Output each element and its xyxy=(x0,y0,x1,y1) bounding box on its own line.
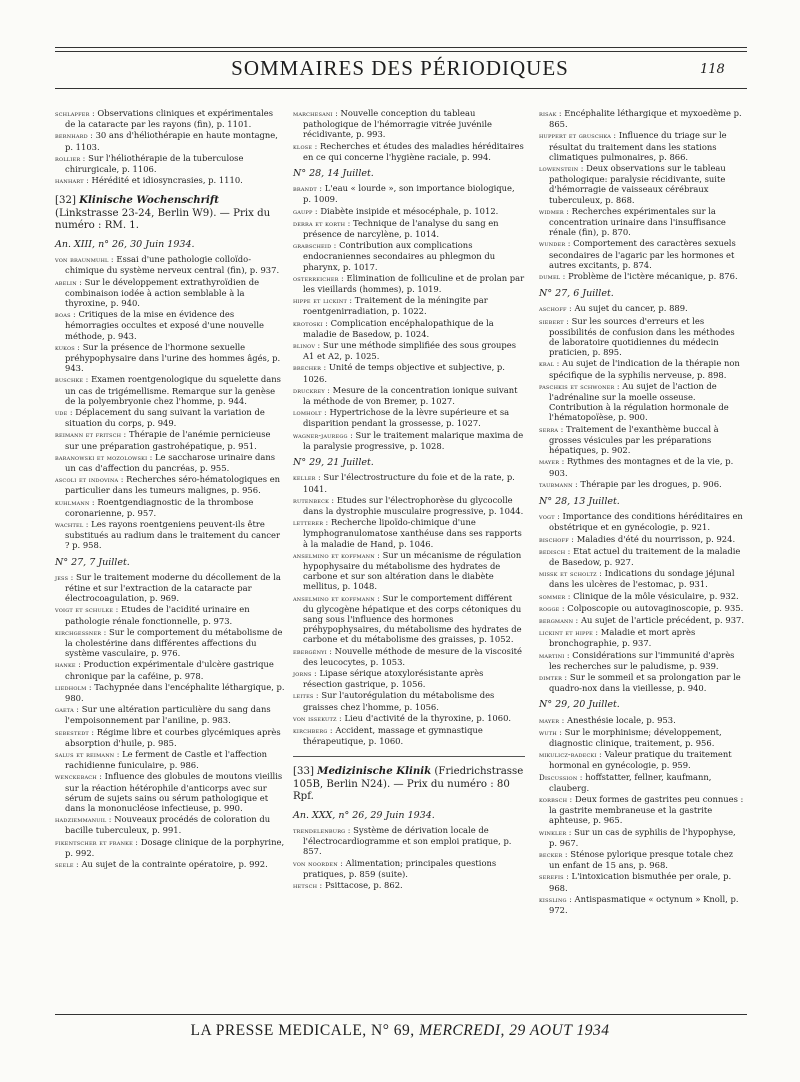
entry-author: von braunmuhl : xyxy=(55,255,114,265)
entry-author: gaupp : xyxy=(293,206,318,216)
entry-title: Indications du sondage jéjunal dans les ulcères de l'estomac, p. 931. xyxy=(549,568,735,590)
entry-author: fikentscher et franke : xyxy=(55,837,139,847)
article-entry xyxy=(293,108,525,140)
entry-author: hetsch : xyxy=(293,881,323,891)
entry-title: Etudes de l'acidité urinaire en pathologie rénale fonctionnelle, p. 973. xyxy=(65,604,250,626)
article-entry xyxy=(55,704,285,725)
entry-list xyxy=(55,254,285,550)
header-rule-top-2 xyxy=(55,51,747,52)
entry-title: L'intoxication bismuthée per orale, p. 968. xyxy=(549,871,732,893)
entry-author: buschke : xyxy=(55,375,89,385)
article-entry xyxy=(293,825,525,857)
entry-title: Sur le sommeil et sa prolongation par le quadro-nox dans la vieillesse, p. 940. xyxy=(549,671,741,694)
entry-author: derra et korth : xyxy=(293,218,351,228)
article-entry xyxy=(293,318,525,339)
entry-title: Lieu d'activité de la thyroxine, p. 1060. xyxy=(344,712,512,723)
entry-author: wunder : xyxy=(539,239,571,249)
entry-author: schlapfer : xyxy=(55,109,95,118)
entry-title: Nouveaux procédés de coloration du bacille tuberculeux, p. 991. xyxy=(65,814,271,836)
entry-author: abelin : xyxy=(55,277,82,287)
article-entry xyxy=(55,814,285,835)
article-entry xyxy=(55,837,285,858)
article-entry xyxy=(55,604,285,625)
entry-title: Rythmes des montagnes et de la vie, p. 903. xyxy=(549,456,734,478)
entry-title: Recherches et études des maladies héréditaires en ce qui concerne l'hygiène raciale, p. 994. xyxy=(303,140,524,162)
article-entry xyxy=(293,218,525,239)
entry-title: Thérapie de l'anémie pernicieuse sur une préparation gastrohépatique, p. 951. xyxy=(65,429,271,451)
article-entry xyxy=(293,646,525,667)
article-entry xyxy=(293,273,525,294)
entry-author: anselmino et koffmann : xyxy=(293,550,380,560)
article-entry xyxy=(539,772,745,793)
article-entry xyxy=(293,472,525,493)
entry-author: marchesani : xyxy=(293,109,338,118)
entry-author: winkler : xyxy=(539,827,572,837)
article-entry xyxy=(539,271,745,282)
entry-title: Recherches expérimentales sur la concentration urinaire dans l'insuffisance rénale (fin), p. 870. xyxy=(549,205,726,238)
entry-author: brecher : xyxy=(293,363,327,373)
entry-author: klose : xyxy=(293,141,318,151)
separator-rule xyxy=(293,756,525,757)
entry-title: Dosage clinique de la porphyrine, p. 992. xyxy=(65,836,285,858)
entry-author: huppert et gruschka : xyxy=(539,131,617,141)
article-entry xyxy=(293,430,525,451)
entry-author: vogt : xyxy=(539,512,560,522)
entry-author: mayer : xyxy=(539,457,565,467)
entry-author: kral : xyxy=(539,359,560,369)
entry-author: letterer : xyxy=(293,518,329,528)
entry-title: Hérédité et idiosyncrasies, p. 1110. xyxy=(91,175,243,186)
entry-title: Critiques de la mise en évidence des hémorragies occultes et exposé d'une nouvelle méthode, p. 943. xyxy=(65,309,264,341)
article-entry xyxy=(539,894,745,915)
entry-author: wenckebach : xyxy=(55,772,102,782)
article-entry xyxy=(55,519,285,551)
entry-title: Au sujet de l'action de l'adrénaline sur la moelle osseuse. Contribution à la régulation hormonale de l'hématopoïèse, p. 900. xyxy=(549,380,729,423)
header-rule-bottom xyxy=(55,88,747,89)
entry-author: kirchberg : xyxy=(293,725,333,735)
entry-author: druckrey : xyxy=(293,385,330,395)
entry-title: Déplacement du sang suivant la variation de situation du corps, p. 949. xyxy=(65,406,265,429)
entry-title: Comportement des caractères sexuels secondaires de l'agaric par les hormones et autres excitants, p. 874. xyxy=(549,238,736,270)
article-entry xyxy=(539,568,745,589)
entry-title: Traitement de l'exanthème buccal à grosses vésicules par les préparations hépatiques, p. 902. xyxy=(549,423,719,456)
article-entry xyxy=(293,550,525,592)
entry-title: Sur une méthode simplifiée des sous groupes A1 et A2, p. 1025. xyxy=(303,340,517,362)
entry-title: Sténose pylorique presque totale chez un enfant de 15 ans, p. 968. xyxy=(549,849,734,871)
article-entry xyxy=(55,130,285,151)
article-entry xyxy=(539,108,745,129)
entry-author: aschoff : xyxy=(539,304,572,314)
entry-title: Deux formes de gastrites peu connues : la gastrite membraneuse et la gastrite aphteuse, p. 965. xyxy=(549,793,744,826)
entry-title: Accident, massage et gymnastique thérapeutique, p. 1060. xyxy=(303,724,483,747)
issue-heading: An. XXX, n° 26, 29 Juin 1934. xyxy=(293,809,435,821)
article-entry xyxy=(55,108,285,129)
article-entry xyxy=(293,141,525,162)
article-entry xyxy=(539,615,745,626)
entry-list xyxy=(293,472,525,746)
article-entry xyxy=(539,424,745,456)
entry-author: jess : xyxy=(55,572,74,582)
article-entry xyxy=(539,358,745,379)
article-entry xyxy=(539,534,745,545)
entry-title: Deux observations sur le tableau pathologique: paralysie récidivante, suite d'hémorragie de vaisseaux cérébraux tuberculeux, p. 868. xyxy=(549,163,726,205)
entry-author: von noorden : xyxy=(293,858,343,868)
article-entry xyxy=(55,572,285,604)
entry-title: Anesthésie locale, p. 953. xyxy=(567,714,676,725)
article-entry xyxy=(539,672,745,693)
article-entry xyxy=(293,713,525,724)
entry-author: missk et scholtz : xyxy=(539,569,602,579)
entry-author: grabscheid : xyxy=(293,241,337,251)
entry-title: L'eau « lourde », son importance biologique, p. 1009. xyxy=(303,183,515,205)
entry-title: Valeur pratique du traitement hormonal en gynécologie, p. 959. xyxy=(549,749,732,771)
entry-author: hanke : xyxy=(55,660,81,670)
entry-title: Clinique de la môle vésiculaire, p. 932. xyxy=(573,590,739,601)
entry-title: Sur une altération particulière du sang dans l'empoisonnement par l'aniline, p. 983. xyxy=(65,704,271,726)
entry-author: hadziemmanuil : xyxy=(55,815,112,825)
entry-author: ude : xyxy=(55,407,73,417)
entry-title: Essai d'une pathologie colloïdo-chimique du système nerveux central (fin), p. 937. xyxy=(65,254,280,276)
entry-title: Sur les sources d'erreurs et les possibilités de confusion dans les méthodes de laboratoire quotidiennes du médecin praticien, p. 895. xyxy=(549,315,735,358)
entry-author: risak : xyxy=(539,109,562,118)
article-entry xyxy=(293,183,525,204)
entry-title: Sur l'autorégulation du métabolisme des graisses chez l'homme, p. 1056. xyxy=(303,690,495,712)
entry-title: Etudes sur l'électrophorèse du glycocolle dans la dystrophie musculaire progressive, p. 1044. xyxy=(303,494,524,516)
article-entry xyxy=(55,429,285,450)
entry-title: Etat actuel du traitement de la maladie de Basedow, p. 927. xyxy=(549,545,741,567)
entry-title: Sur le comportement différent du glycogène hépatique et des corps cétoniques du sang sous l'influence des hormones préhypophysaires, du métabolisme des hydrates de carbone et du métabolisme des graisses, p. 1052. xyxy=(303,592,522,645)
entry-title: Antispasmatique « octynum » Knoll, p. 972. xyxy=(549,893,739,916)
article-entry xyxy=(55,859,285,870)
article-entry xyxy=(293,240,525,272)
entry-author: leites : xyxy=(293,691,319,701)
entry-title: Sur le traitement moderne du décollement de la rétine et sur l'extraction de la cataracte par électrocoagulation, p. 969. xyxy=(65,571,281,604)
entry-title: Problème de l'ictère mécanique, p. 876. xyxy=(568,271,738,282)
article-entry xyxy=(539,627,745,648)
entry-title: Contribution aux complications endocraniennes secondaires au phlegmon du pharynx, p. 1017. xyxy=(303,240,496,272)
article-entry xyxy=(293,668,525,689)
entry-author: sommer : xyxy=(539,591,571,601)
entry-author: lomholt : xyxy=(293,408,327,418)
entry-title: Mesure de la concentration ionique suivant la méthode de von Bremer, p. 1027. xyxy=(303,384,518,407)
entry-title: Examen roentgenologique du squelette dans un cas de trigémellisme. Remarque sur la genèse de la polyembryonie chez l'homme, p. 944. xyxy=(65,374,281,406)
article-entry xyxy=(539,511,745,532)
article-entry xyxy=(539,479,745,490)
entry-title: Sur le comportement du métabolisme de la cholestérine dans différentes affections du système vasculaire, p. 976. xyxy=(65,626,283,659)
article-entry xyxy=(293,725,525,746)
entry-title: Importance des conditions héréditaires en obstétrique et en gynécologie, p. 921. xyxy=(549,511,743,533)
article-entry xyxy=(293,880,525,891)
entry-title: Tachypnée dans l'encéphalite léthargique, p. 980. xyxy=(65,681,285,704)
article-entry xyxy=(55,309,285,341)
entry-author: mikulicz-radecki : xyxy=(539,750,602,760)
article-entry xyxy=(293,690,525,711)
entry-title: Unité de temps objective et subjective, p. 1026. xyxy=(303,362,505,384)
entry-author: liedholm : xyxy=(55,682,92,692)
article-entry xyxy=(539,546,745,567)
entry-title: Recherches séro-hématologiques en particulier dans les tumeurs malignes, p. 956. xyxy=(65,474,281,496)
entry-author: jorns : xyxy=(293,668,317,678)
article-entry xyxy=(539,650,745,671)
entry-author: kuhlmann : xyxy=(55,497,95,507)
entry-title: Traitement de la méningite par roentgenirradiation, p. 1022. xyxy=(303,295,488,317)
entry-title: Psittacose, p. 862. xyxy=(324,880,403,891)
entry-author: wuth : xyxy=(539,727,562,737)
entry-author: dimter : xyxy=(539,672,568,682)
entry-author: blinov : xyxy=(293,341,321,351)
entry-title: Le ferment de Castle et l'affection rachidienne funiculaire, p. 986. xyxy=(65,749,268,771)
article-entry xyxy=(55,374,285,406)
entry-author: paschkis et schwoner : xyxy=(539,381,620,391)
header-rule-top xyxy=(55,47,747,48)
article-entry xyxy=(55,153,285,174)
entry-title: Au sujet de l'indication de la thérapie non spécifique de la syphilis nerveuse, p. 898. xyxy=(549,358,740,380)
entry-author: bedisch : xyxy=(539,546,571,556)
article-entry xyxy=(539,727,745,748)
entry-author: voigt et schulke : xyxy=(55,605,119,615)
entry-author: mayer : xyxy=(539,715,565,725)
entry-list xyxy=(539,715,745,916)
entry-title: Nouvelle conception du tableau pathologique de l'hémorragie vitrée juvénile récidivante, p. 993. xyxy=(303,108,492,140)
entry-author: keller : xyxy=(293,473,321,483)
entry-author: serra : xyxy=(539,424,564,434)
article-entry xyxy=(293,206,525,217)
issue-heading: N° 27, 7 Juillet. xyxy=(55,556,130,568)
entry-author: bischoff : xyxy=(539,534,575,544)
entry-title: Influence du triage sur le résultat du traitement dans les stations climatiques pulmonaires, p. 866. xyxy=(549,130,727,162)
entry-title: Régime libre et courbes glycémiques après absorption d'huile, p. 985. xyxy=(65,726,281,748)
article-entry xyxy=(293,362,525,383)
entry-title: Complication encéphalopathique de la maladie de Basedow, p. 1024. xyxy=(303,317,494,339)
article-entry xyxy=(55,277,285,309)
entry-title: Sur l'héliothérapie de la tuberculose chirurgicale, p. 1106. xyxy=(65,152,244,175)
entry-author: ascoli et indovina : xyxy=(55,475,124,485)
entry-author: bernhard : xyxy=(55,131,93,141)
article-entry xyxy=(293,495,525,516)
issue-heading: N° 28, 13 Juillet. xyxy=(539,495,620,507)
entry-list xyxy=(539,108,745,282)
entry-title: Thérapie par les drogues, p. 906. xyxy=(580,478,722,489)
entry-author: von issekutz : xyxy=(293,713,342,723)
entry-list xyxy=(55,108,285,186)
entry-author: Discussion : xyxy=(539,772,583,782)
issue-heading: An. XIII, n° 26, 30 Juin 1934. xyxy=(55,238,195,250)
entry-author: rollier : xyxy=(55,153,86,163)
entry-title: Sur le morphinisme; développement, diagnostic clinique, traitement, p. 956. xyxy=(549,726,722,748)
entry-list xyxy=(293,825,525,891)
entry-author: baranowski et mozolowski : xyxy=(55,452,153,462)
article-entry xyxy=(293,593,525,645)
page-title: SOMMAIRES DES PÉRIODIQUES xyxy=(231,56,569,80)
entry-author: bergmann : xyxy=(539,615,579,625)
article-entry xyxy=(293,340,525,361)
entry-author: hippe et lickint : xyxy=(293,296,353,306)
entry-title: Sur un cas de syphilis de l'hypophyse, p. 967. xyxy=(549,826,736,848)
entry-title: Technique de l'analyse du sang en présence de narcylène, p. 1014. xyxy=(303,217,499,240)
article-entry xyxy=(539,849,745,870)
article-entry xyxy=(539,591,745,602)
entry-author: sebestedt : xyxy=(55,727,95,737)
article-entry xyxy=(539,794,745,826)
entry-author: ebergényi : xyxy=(293,646,332,656)
article-entry xyxy=(539,238,745,270)
article-entry xyxy=(539,130,745,162)
entry-author: boas : xyxy=(55,310,76,320)
entry-author: kirchgessner : xyxy=(55,627,107,637)
entry-title: Au sujet du cancer, p. 889. xyxy=(574,303,688,314)
article-entry xyxy=(293,407,525,428)
entry-title: Recherche lipoïdo-chimique d'une lymphogranulomatose xanthéuse dans ses rapports à la maladie de Hand, p. 1046. xyxy=(303,517,522,549)
issue-heading: N° 29, 21 Juillet. xyxy=(293,457,374,469)
entry-author: rutenbeck : xyxy=(293,495,335,505)
entry-author: kukos : xyxy=(55,342,81,352)
entry-title: Nouvelle méthode de mesure de la viscosité des leucocytes, p. 1053. xyxy=(303,645,522,667)
entry-title: Hypertrichose de la lèvre supérieure et sa disparition pendant la grossesse, p. 1027. xyxy=(303,407,510,429)
entry-title: Sur le traitement malarique maxima de la paralysie progressive, p. 1028. xyxy=(303,429,524,451)
column-1 xyxy=(55,108,285,871)
entry-author: taubmann : xyxy=(539,479,578,489)
entry-author: anselmino et koffmann : xyxy=(293,593,380,603)
entry-author: lowenstein : xyxy=(539,164,584,174)
entry-author: seele : xyxy=(55,860,79,870)
entry-author: hanhart : xyxy=(55,176,89,186)
article-entry xyxy=(539,206,745,238)
entry-author: lickint et hippe : xyxy=(539,628,599,638)
article-entry xyxy=(55,497,285,518)
entry-author: reimann et fritsch : xyxy=(55,430,127,440)
entry-title: Au sujet de l'article précédent, p. 937. xyxy=(580,614,745,625)
column-2 xyxy=(293,108,525,892)
article-entry xyxy=(55,342,285,374)
article-entry xyxy=(539,381,745,423)
entry-author: korbsch : xyxy=(539,794,573,804)
entry-title: Sur un mécanisme de régulation hypophysaire du métabolisme des hydrates de carbone et sur son altération dans le diabète mellitus, p. 1048. xyxy=(303,549,522,592)
article-entry xyxy=(55,749,285,770)
entry-author: krotoski : xyxy=(293,318,328,328)
article-entry xyxy=(293,295,525,316)
article-entry xyxy=(55,771,285,813)
entry-list xyxy=(539,511,745,693)
entry-title: Maladie et mort après bronchographie, p. 937. xyxy=(549,627,696,649)
entry-author: siebert : xyxy=(539,316,569,326)
entry-author: salus et reimann : xyxy=(55,750,120,760)
entry-title: Les rayons roentgeniens peuvent-ils être substitués au radium dans le traitement du cancer ? p. 958. xyxy=(65,519,280,551)
article-entry xyxy=(539,316,745,358)
article-entry xyxy=(539,603,745,614)
article-entry xyxy=(539,715,745,726)
issue-heading: N° 29, 20 Juillet. xyxy=(539,699,620,711)
entry-author: widmer : xyxy=(539,206,569,216)
article-entry xyxy=(55,659,285,680)
article-entry xyxy=(539,871,745,892)
entry-title: Encéphalite léthargique et myxoedème p. 865. xyxy=(549,108,742,130)
article-entry xyxy=(55,175,285,186)
article-entry xyxy=(539,749,745,770)
entry-author: kissling : xyxy=(539,894,572,904)
article-entry xyxy=(55,254,285,275)
article-entry xyxy=(293,385,525,406)
issue-heading: N° 28, 14 Juillet. xyxy=(293,168,374,180)
article-entry xyxy=(539,163,745,205)
entry-author: becker : xyxy=(539,850,568,859)
entry-title: Roentgendiagnostic de la thrombose coronarienne, p. 957. xyxy=(65,496,254,518)
entry-title: Diabète insipide et mésocéphale, p. 1012. xyxy=(320,205,499,216)
entry-list xyxy=(55,572,285,870)
footer-rule xyxy=(55,1014,747,1015)
entry-title: Production expérimentale d'ulcère gastrique chronique par la caféine, p. 978. xyxy=(65,659,274,681)
entry-author: brandt : xyxy=(293,184,323,194)
entry-title: 30 ans d'héliothérapie en haute montagne, p. 1103. xyxy=(65,130,278,152)
entry-title: Sur l'électrostructure du foie et de la rate, p. 1041. xyxy=(303,472,515,494)
article-entry xyxy=(539,303,745,314)
entry-list xyxy=(293,183,525,451)
entry-title: Maladies d'été du nourrisson, p. 924. xyxy=(576,533,736,544)
article-entry xyxy=(55,727,285,748)
entry-author: dumel : xyxy=(539,272,566,282)
article-entry xyxy=(55,627,285,659)
entry-title: Système de dérivation locale de l'électrocardiogramme et son emploi pratique, p. 857. xyxy=(303,825,512,857)
article-entry xyxy=(293,858,525,879)
entry-title: Influence des globules de moutons vieillis sur la réaction hétérophile d'anticorps avec sur sérum de sujets sains ou sérum pathologique et dans la mononucléose infectieuse, p. 990. xyxy=(65,771,283,814)
entry-title: Observations cliniques et expérimentales de la cataracte par les rayons (fin), p. 1101. xyxy=(65,108,274,130)
footer-line: LA PRESSE MEDICALE, N° 69, MERCREDI, 29 AOUT 1934 xyxy=(190,1022,610,1039)
entry-list xyxy=(539,303,745,489)
entry-author: trendelenburg : xyxy=(293,826,351,836)
journal-heading-33: [33] Medizinische Klinik (Friedrichstrasse 105B, Berlin N24). — Prix du numéro : 80 Rpf. xyxy=(293,765,524,803)
article-entry xyxy=(55,682,285,703)
entry-title: Elimination de folliculine et de prolan par les vieillards (hommes), p. 1019. xyxy=(303,272,525,295)
entry-author: rogge : xyxy=(539,603,565,613)
entry-author: wachtel : xyxy=(55,520,89,529)
entry-author: wagner-jauregg : xyxy=(293,430,353,440)
article-entry xyxy=(539,827,745,848)
issue-heading: N° 27, 6 Juillet. xyxy=(539,288,614,300)
entry-title: Lipase sérique atoxylorésistante après résection gastrique, p. 1056. xyxy=(303,667,484,690)
entry-title: Considérations sur l'immunité d'après les recherches sur le paludisme, p. 939. xyxy=(549,649,735,671)
entry-title: Sur le développement extrathyroïdien de combinaison iodée à action semblable à la thyroxine, p. 940. xyxy=(65,276,260,308)
article-entry xyxy=(293,517,525,549)
article-entry xyxy=(55,474,285,495)
article-entry xyxy=(55,452,285,473)
entry-title: Au sujet de la contrainte opératoire, p. 992. xyxy=(81,859,268,870)
entry-title: Colposcopie ou autovaginoscopie, p. 935. xyxy=(567,602,744,613)
journal-heading-32: [32] Klinische Wochenschrift (Linkstrasse 23-24, Berlin W9). — Prix du numéro : RM. 1. xyxy=(55,194,271,232)
entry-author: osterreicher : xyxy=(293,273,344,283)
entry-title: Le saccharose urinaire dans un cas d'affection du pancréas, p. 955. xyxy=(65,451,276,473)
entry-author: gaeta : xyxy=(55,705,80,715)
entry-title: Alimentation; principales questions pratiques, p. 859 (suite). xyxy=(303,857,497,879)
entry-list xyxy=(293,108,525,162)
entry-title: Sur la présence de l'hormone sexuelle préhypophysaire dans l'urine des hommes âgés, p. 943. xyxy=(65,341,281,374)
article-entry xyxy=(55,407,285,428)
entry-author: martini : xyxy=(539,650,570,660)
column-3 xyxy=(539,108,745,916)
entry-author: serefis : xyxy=(539,872,569,882)
entry-title: hoffstatter, fellner, kaufmann, clauberg. xyxy=(549,771,712,793)
page-number: 118 xyxy=(700,62,725,77)
article-entry xyxy=(539,456,745,477)
